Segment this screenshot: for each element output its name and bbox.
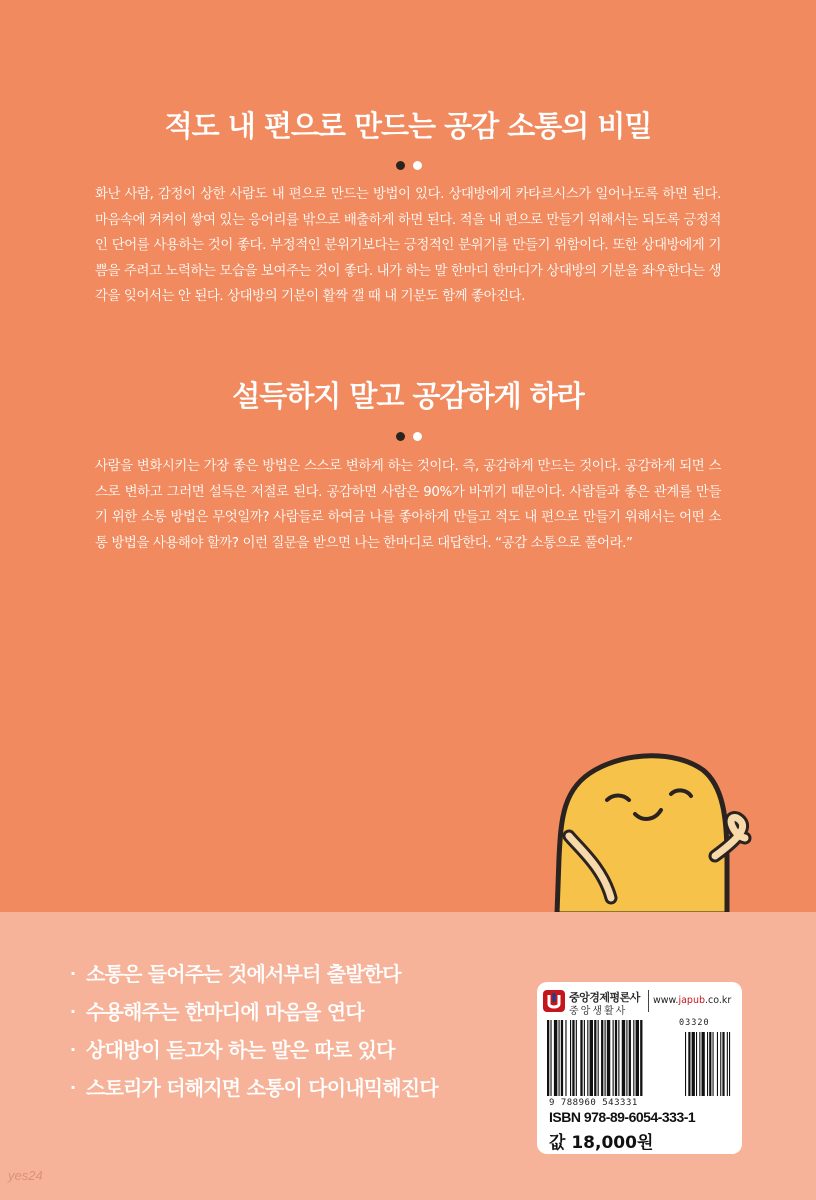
potato-mascot-illustration [545, 748, 775, 914]
site-suffix: .co.kr [705, 995, 732, 1006]
highlight-text: 소통은 들어주는 것에서부터 출발한다 [86, 962, 401, 986]
site-highlight: japub [678, 995, 706, 1006]
isbn-barcode [547, 1020, 735, 1096]
highlight-item [70, 993, 438, 1031]
barcode-addon-number: 03320 [679, 1018, 710, 1028]
highlight-text: 수용해주는 한마디에 마음을 연다 [86, 1000, 364, 1024]
section-body-1: 화난 사람, 감정이 상한 사람도 내 편으로 만드는 방법이 있다. 상대방에게 카타르시스가 일어나도록 하면 된다. 마음속에 켜켜이 쌓여 있는 응어리를 밖으로 배출하게 하면 된다. 적을 내 편으로 만들기 위해서는 되도록 긍정적인 단어를 사용하는 것이 좋다. 부정적인 분위기보다는 긍정적인 분위기를 만들기 위함이다. 또한 상대방에게 기쁨을 주려고 노력하는 모습을 보여주는 것이 좋다. 내가 하는 말 한마디 한마디가 상대방의 기분을 좌우한다는 생각을 잊어서는 안 된다. 상대방의 기분이 활짝 갤 때 내 기분도 함께 좋아진다. [95, 187, 721, 304]
bullet-glyph: · [70, 1040, 76, 1059]
publisher-name-secondary: 중앙생활사 [569, 1006, 628, 1017]
watermark: yes24 [8, 1168, 43, 1183]
site-prefix: www. [653, 995, 679, 1006]
section-body-2: 사람을 변화시키는 가장 좋은 방법은 스스로 변하게 하는 것이다. 즉, 공감하게 만드는 것이다. 공감하게 되면 스스로 변하고 그러면 설득은 저절로 된다. 공감하면 사람은 90%가 바뀌기 때문이다. 사람들과 좋은 관계를 만들기 위한 소통 방법은 무엇일까? 사람들로 하여금 나를 좋아하게 만들고 적도 내 편으로 만들기 위해서는 어떤 소통 방법을 사용해야 할까? 이런 질문을 받으면 나는 한마디로 대답한다. “공감 소통으로 풀어라.” [95, 459, 721, 551]
highlight-text: 상대방이 듣고자 하는 말은 따로 있다 [86, 1038, 395, 1062]
bullet-glyph: · [70, 1002, 76, 1021]
dot-dark [396, 432, 405, 441]
barcode-main-number: 9 788960 543331 [549, 1098, 638, 1108]
bullet-glyph: · [70, 964, 76, 983]
dot-light [413, 161, 422, 170]
divider [648, 990, 649, 1012]
publisher-website [653, 995, 731, 1006]
section-divider-dots-2 [396, 432, 426, 442]
highlight-item [70, 955, 438, 993]
highlight-item [70, 1069, 438, 1107]
publisher-logo-icon [543, 990, 565, 1012]
section-divider-dots-1 [396, 161, 426, 171]
isbn-label: ISBN 978-89-6054-333-1 [549, 1109, 696, 1125]
section-title-1: 적도 내 편으로 만드는 공감 소통의 비밀 [164, 109, 652, 143]
dot-light [413, 432, 422, 441]
barcode-card [537, 982, 742, 1154]
section-title-2: 설득하지 말고 공감하게 하라 [232, 379, 584, 413]
cover-bottom-panel [0, 912, 816, 1200]
price-label: 값 18,000원 [549, 1133, 654, 1153]
bullet-glyph: · [70, 1078, 76, 1097]
publisher-name-primary: 중앙경제평론사 [569, 991, 640, 1004]
highlight-text: 스토리가 더해지면 소통이 다이내믹해진다 [86, 1076, 438, 1100]
dot-dark [396, 161, 405, 170]
highlight-list [70, 955, 438, 1107]
highlight-item [70, 1031, 438, 1069]
